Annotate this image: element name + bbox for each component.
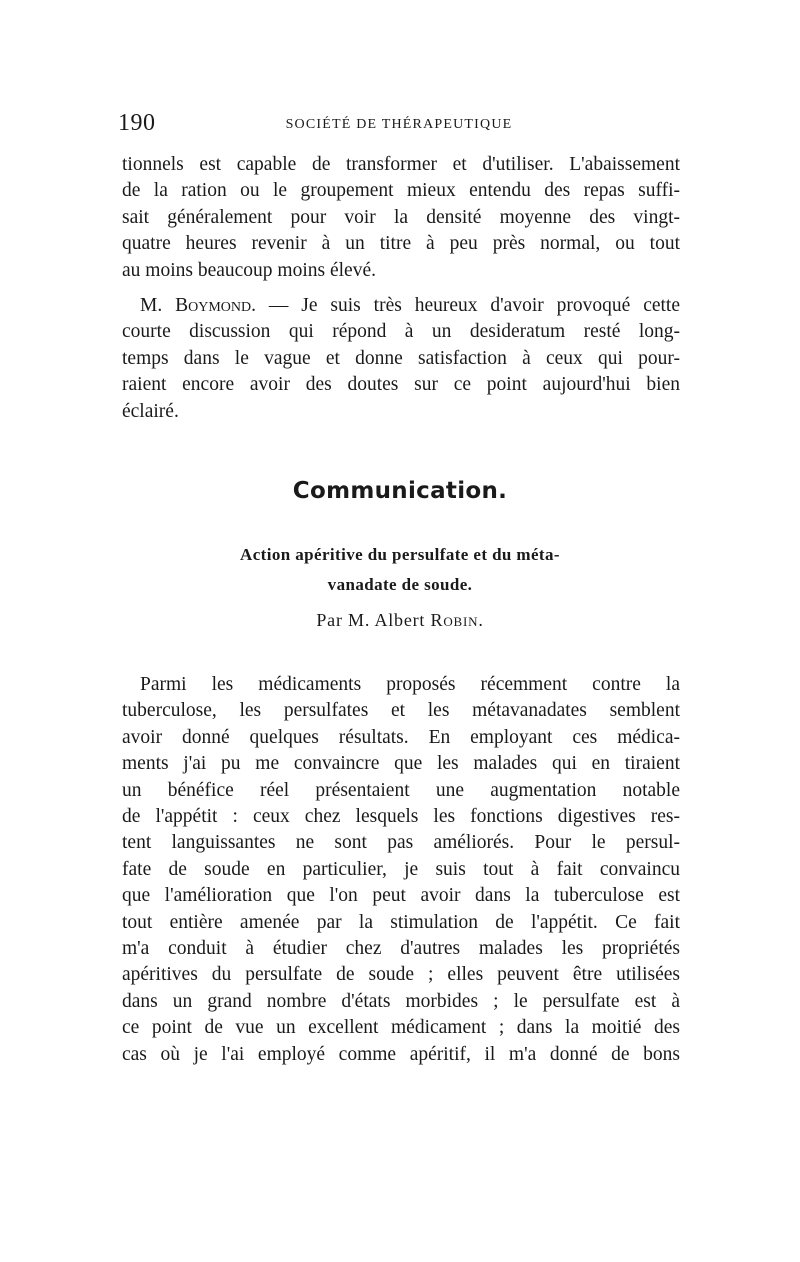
text-line: courte discussion qui répond à un desideratum resté long- xyxy=(122,321,680,343)
text-line: de l'appétit : ceux chez lesquels les fonctions digestives res- xyxy=(122,806,680,828)
text-line: temps dans le vague et donne satisfaction à ceux qui pour- xyxy=(122,347,680,369)
text-line: ce point de vue un excellent médicament ; dans la moitié des xyxy=(122,1017,680,1039)
running-head: SOCIÉTÉ DE THÉRAPEUTIQUE xyxy=(285,117,513,132)
text-line: au moins beaucoup moins élevé. xyxy=(122,259,376,281)
article-title xyxy=(0,540,800,600)
text-line: dans un grand nombre d'états morbides ; le persulfate est à xyxy=(122,990,680,1012)
text-line: fate de soude en particulier, je suis tout à fait convaincu xyxy=(122,858,680,880)
paragraph-boymond xyxy=(122,293,680,425)
section-title: Communication. xyxy=(292,478,508,504)
text-line: que l'amélioration que l'on peut avoir dans la tuberculose est xyxy=(122,885,680,907)
byline xyxy=(0,610,800,631)
text-line: raient encore avoir des doutes sur ce point aujourd'hui bien xyxy=(122,374,680,396)
page-number: 190 xyxy=(118,110,156,136)
text-line: tionnels est capable de transformer et d'utiliser. L'abaissement xyxy=(122,154,680,175)
text-line-content: Parmi les médicaments proposés récemment contre la xyxy=(140,674,680,695)
text-line: tent languissantes ne sont pas améliorés. Pour le persul- xyxy=(122,832,680,854)
text-line: éclairé. xyxy=(122,400,179,422)
text-line: tout entière amenée par la stimulation de l'appétit. Ce fait xyxy=(122,911,680,933)
article-title-line: vanadate de soude. xyxy=(327,575,473,594)
text-line: un bénéfice réel présentaient une augmentation notable xyxy=(122,779,680,801)
page-header xyxy=(118,110,680,142)
text-line: sait généralement pour voir la densité moyenne des vingt- xyxy=(122,206,680,228)
text-line xyxy=(122,293,680,319)
author-surname: Robin. xyxy=(430,610,484,630)
text-line: avoir donné quelques résultats. En employant ces médica- xyxy=(122,726,680,748)
paragraph-continued xyxy=(122,152,680,284)
text-line: m'a conduit à étudier chez d'autres malades les propriétés xyxy=(122,938,680,960)
text-line: de la ration ou le groupement mieux entendu des repas suffi- xyxy=(122,180,680,202)
text-line: ments j'ai pu me convaincre que les malades qui en tiraient xyxy=(122,753,680,775)
text-line xyxy=(122,672,680,698)
byline-prefix: Par M. Albert xyxy=(316,610,431,630)
text-line: tuberculose, les persulfates et les métavanadates semblent xyxy=(122,700,680,722)
article-title-line: Action apéritive du persulfate et du méta- xyxy=(240,545,560,564)
text-line: cas où je l'ai employé comme apéritif, il m'a donné de bons xyxy=(122,1043,680,1065)
paragraph-main xyxy=(122,672,680,1068)
speaker-text: — Je suis très heureux d'avoir provoqué cette xyxy=(256,295,680,316)
text-line: apéritives du persulfate de soude ; elles peuvent être utilisées xyxy=(122,964,680,986)
speaker-name: M. Boymond. xyxy=(140,295,256,316)
text-line: quatre heures revenir à un titre à peu près normal, ou tout xyxy=(122,233,680,255)
